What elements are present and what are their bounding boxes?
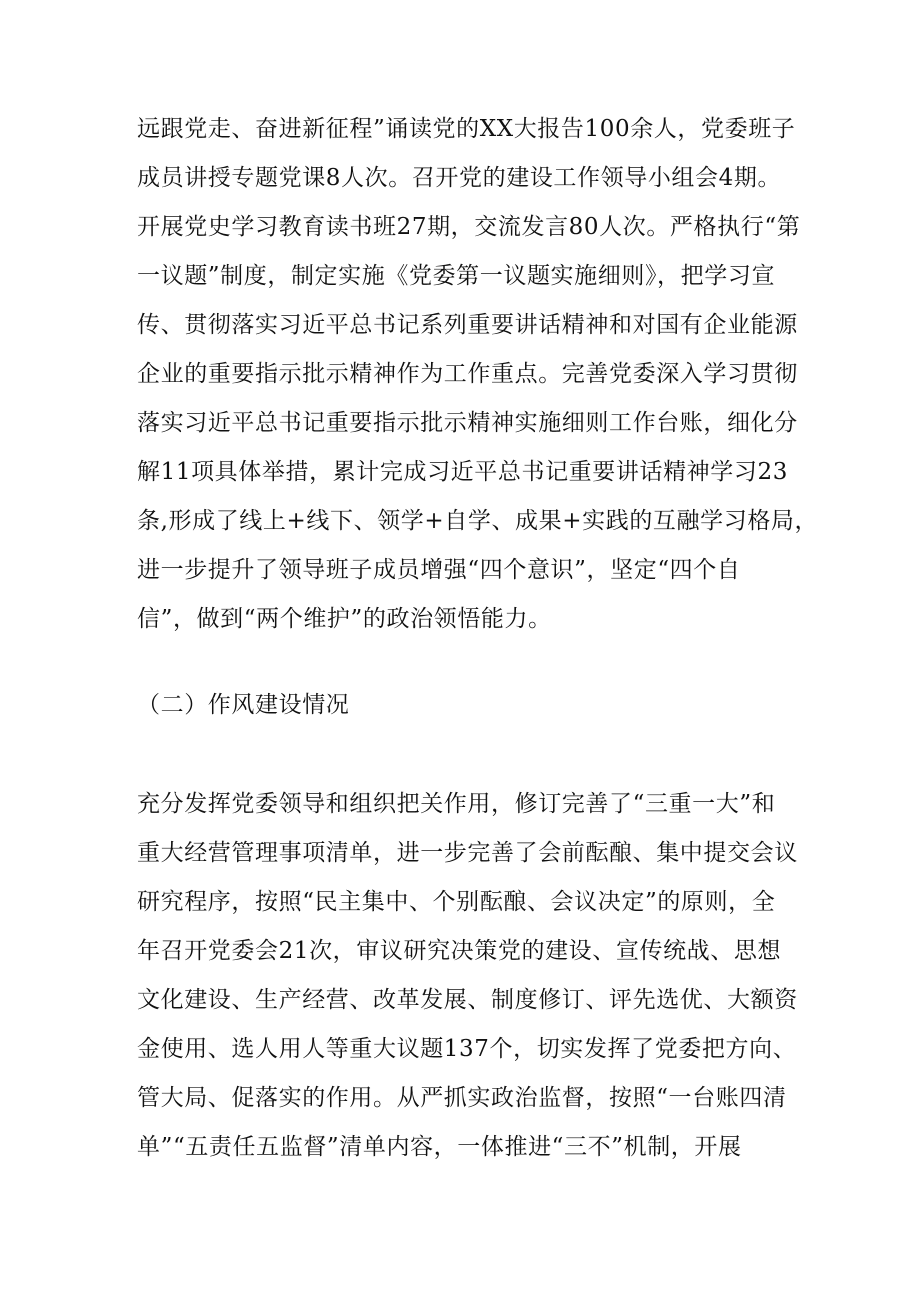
paragraph-line: 一议题”制度，制定实施《党委第一议题实施细则》，把学习宣 bbox=[137, 263, 776, 289]
paragraph-line: 充分发挥党委领导和组织把关作用，修订完善了“三重一大”和 bbox=[137, 791, 776, 817]
paragraph-line: 年召开党委会21次，审议研究决策党的建设、宣传统战、思想 bbox=[137, 938, 782, 964]
paragraph-line: 进一步提升了领导班子成员增强“四个意识”，坚定“四个自 bbox=[137, 557, 741, 583]
paragraph-line: 重大经营管理事项清单，进一步完善了会前酝酿、集中提交会议 bbox=[137, 840, 798, 866]
paragraph-line: 企业的重要指示批示精神作为工作重点。完善党委深入学习贯彻 bbox=[137, 361, 798, 387]
section-heading: （二）作风建设情况 bbox=[137, 692, 350, 718]
paragraph-line: 落实习近平总书记重要指示批示精神实施细则工作台账，细化分 bbox=[137, 410, 798, 436]
paragraph-line: 解11项具体举措，累计完成习近平总书记重要讲话精神学习23 bbox=[137, 459, 788, 485]
paragraph-line: 管大局、促落实的作用。从严抓实政治监督，按照“一台账四清 bbox=[137, 1085, 787, 1111]
paragraph-line: 条,形成了线上+线下、领学+自学、成果+实践的互融学习格局， bbox=[137, 508, 819, 534]
paragraph-line: 单”“五责任五监督”清单内容，一体推进“三不”机制，开展 bbox=[137, 1134, 742, 1160]
paragraph-line: 信”，做到“两个维护”的政治领悟能力。 bbox=[137, 606, 552, 632]
paragraph-line: 传、贯彻落实习近平总书记系列重要讲话精神和对国有企业能源 bbox=[137, 312, 798, 338]
paragraph-line: 研究程序，按照“民主集中、个别酝酿、会议决定”的原则，全 bbox=[137, 889, 776, 915]
paragraph-line: 成员讲授专题党课8人次。召开党的建设工作领导小组会4期。 bbox=[137, 165, 782, 191]
paragraph-line: 金使用、选人用人等重大议题137个，切实发挥了党委把方向、 bbox=[137, 1036, 797, 1062]
paragraph-line: 开展党史学习教育读书班27期，交流发言80人次。严格执行“第 bbox=[137, 214, 801, 240]
paragraph-line: 远跟党走、奋进新征程”诵读党的XX大报告100余人，党委班子 bbox=[137, 116, 796, 142]
paragraph-line: 文化建设、生产经营、改革发展、制度修订、评先选优、大额资 bbox=[137, 987, 798, 1013]
